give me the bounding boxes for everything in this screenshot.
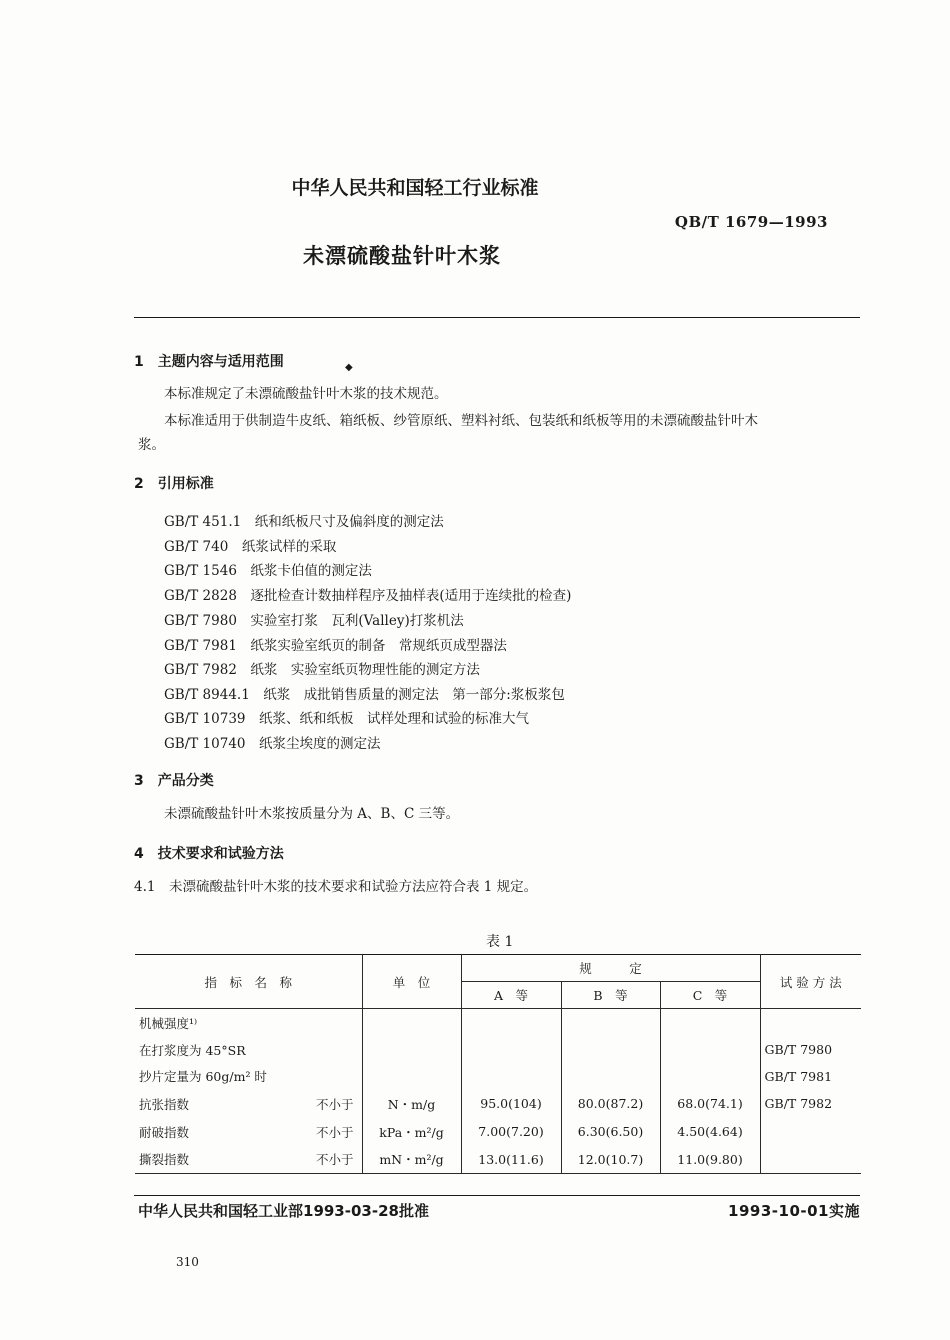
specification-table bbox=[135, 954, 861, 1174]
row-grade-c: 4.50(4.64) bbox=[660, 1118, 760, 1146]
reference-item: GB/T 8944.1 纸浆 成批销售质量的测定法 第一部分:浆板浆包 bbox=[164, 687, 565, 703]
row-grade-a: 7.00(7.20) bbox=[461, 1118, 561, 1146]
row-grade-b: 6.30(6.50) bbox=[561, 1118, 660, 1146]
section-1-paragraph-1: 本标准规定了未漂硫酸盐针叶木浆的技术规范。 bbox=[164, 386, 448, 402]
section-3-paragraph: 未漂硫酸盐针叶木浆按质量分为 A、B、C 三等。 bbox=[164, 806, 460, 822]
table-row bbox=[135, 1063, 861, 1090]
reference-item: GB/T 2828 逐批检查计数抽样程序及抽样表(适用于连续批的检查) bbox=[164, 588, 572, 604]
row-grade-b: 12.0(10.7) bbox=[561, 1146, 660, 1174]
section-4-heading: 4 技术要求和试验方法 bbox=[134, 846, 284, 862]
row-grade-a bbox=[461, 1009, 561, 1037]
row-grade-b bbox=[561, 1063, 660, 1090]
row-grade-c: 68.0(74.1) bbox=[660, 1090, 760, 1118]
reference-item: GB/T 10739 纸浆、纸和纸板 试样处理和试验的标准大气 bbox=[164, 711, 529, 727]
row-grade-c bbox=[660, 1037, 760, 1063]
footer-divider bbox=[134, 1195, 860, 1196]
header-specification: 规 定 bbox=[461, 955, 760, 982]
row-grade-c bbox=[660, 1063, 760, 1090]
row-test-method bbox=[760, 1118, 861, 1146]
row-unit: mN・m²/g bbox=[362, 1146, 461, 1174]
table-caption: 表 1 bbox=[486, 934, 514, 950]
stray-mark: ◆ bbox=[345, 362, 353, 373]
row-name: 撕裂指数 不小于 bbox=[135, 1146, 362, 1174]
row-grade-a: 95.0(104) bbox=[461, 1090, 561, 1118]
row-test-method bbox=[760, 1146, 861, 1174]
header-grade-b: B 等 bbox=[561, 982, 660, 1009]
header-unit: 单 位 bbox=[362, 955, 461, 1009]
row-test-method bbox=[760, 1009, 861, 1037]
reference-item: GB/T 7982 纸浆 实验室纸页物理性能的测定方法 bbox=[164, 662, 480, 678]
table-row bbox=[135, 1146, 861, 1174]
table-row bbox=[135, 1090, 861, 1118]
header-grade-c: C 等 bbox=[660, 982, 760, 1009]
row-grade-a: 13.0(11.6) bbox=[461, 1146, 561, 1174]
header-divider bbox=[134, 317, 860, 318]
section-3-heading: 3 产品分类 bbox=[134, 773, 214, 789]
document-title: 未漂硫酸盐针叶木浆 bbox=[303, 244, 501, 268]
section-1-heading: 1 主题内容与适用范围 bbox=[134, 354, 284, 370]
row-grade-c bbox=[660, 1009, 760, 1037]
row-name: 机械强度¹⁾ bbox=[135, 1009, 362, 1037]
header-test-method: 试 验 方 法 bbox=[760, 955, 861, 1009]
reference-item: GB/T 7980 实验室打浆 瓦利(Valley)打浆机法 bbox=[164, 613, 464, 629]
standard-number: QB/T 1679—1993 bbox=[674, 213, 828, 231]
table-row bbox=[135, 1009, 861, 1037]
row-test-method: GB/T 7980 bbox=[760, 1037, 861, 1063]
row-test-method: GB/T 7981 bbox=[760, 1063, 861, 1090]
row-grade-a bbox=[461, 1037, 561, 1063]
row-unit: N・m/g bbox=[362, 1090, 461, 1118]
effective-date: 1993-10-01实施 bbox=[728, 1202, 860, 1220]
issuing-organization: 中华人民共和国轻工行业标准 bbox=[291, 177, 539, 199]
row-name: 在打浆度为 45°SR bbox=[135, 1037, 362, 1063]
row-grade-c: 11.0(9.80) bbox=[660, 1146, 760, 1174]
approval-date: 中华人民共和国轻工业部1993-03-28批准 bbox=[138, 1202, 429, 1220]
row-unit bbox=[362, 1037, 461, 1063]
table-row bbox=[135, 1037, 861, 1063]
row-grade-b bbox=[561, 1009, 660, 1037]
reference-item: GB/T 1546 纸浆卡伯值的测定法 bbox=[164, 563, 372, 579]
header-indicator-name: 指 标 名 称 bbox=[135, 955, 362, 1009]
row-name: 抄片定量为 60g/m² 时 bbox=[135, 1063, 362, 1090]
section-4-1-paragraph: 4.1 未漂硫酸盐针叶木浆的技术要求和试验方法应符合表 1 规定。 bbox=[134, 879, 538, 895]
row-grade-a bbox=[461, 1063, 561, 1090]
header-grade-a: A 等 bbox=[461, 982, 561, 1009]
section-1-paragraph-2-continued: 浆。 bbox=[138, 437, 165, 453]
row-name: 抗张指数 不小于 bbox=[135, 1090, 362, 1118]
row-grade-b: 80.0(87.2) bbox=[561, 1090, 660, 1118]
section-1-paragraph-2: 本标准适用于供制造牛皮纸、箱纸板、纱管原纸、塑料衬纸、包装纸和纸板等用的未漂硫酸盐针叶木 bbox=[164, 413, 758, 429]
row-grade-b bbox=[561, 1037, 660, 1063]
section-2-heading: 2 引用标准 bbox=[134, 476, 214, 492]
row-unit: kPa・m²/g bbox=[362, 1118, 461, 1146]
page-number: 310 bbox=[176, 1255, 199, 1269]
reference-item: GB/T 740 纸浆试样的采取 bbox=[164, 539, 337, 555]
row-name: 耐破指数 不小于 bbox=[135, 1118, 362, 1146]
reference-item: GB/T 10740 纸浆尘埃度的测定法 bbox=[164, 736, 381, 752]
reference-item: GB/T 451.1 纸和纸板尺寸及偏斜度的测定法 bbox=[164, 514, 444, 530]
row-test-method: GB/T 7982 bbox=[760, 1090, 861, 1118]
table-row bbox=[135, 1118, 861, 1146]
row-unit bbox=[362, 1009, 461, 1037]
row-unit bbox=[362, 1063, 461, 1090]
reference-item: GB/T 7981 纸浆实验室纸页的制备 常规纸页成型器法 bbox=[164, 638, 507, 654]
